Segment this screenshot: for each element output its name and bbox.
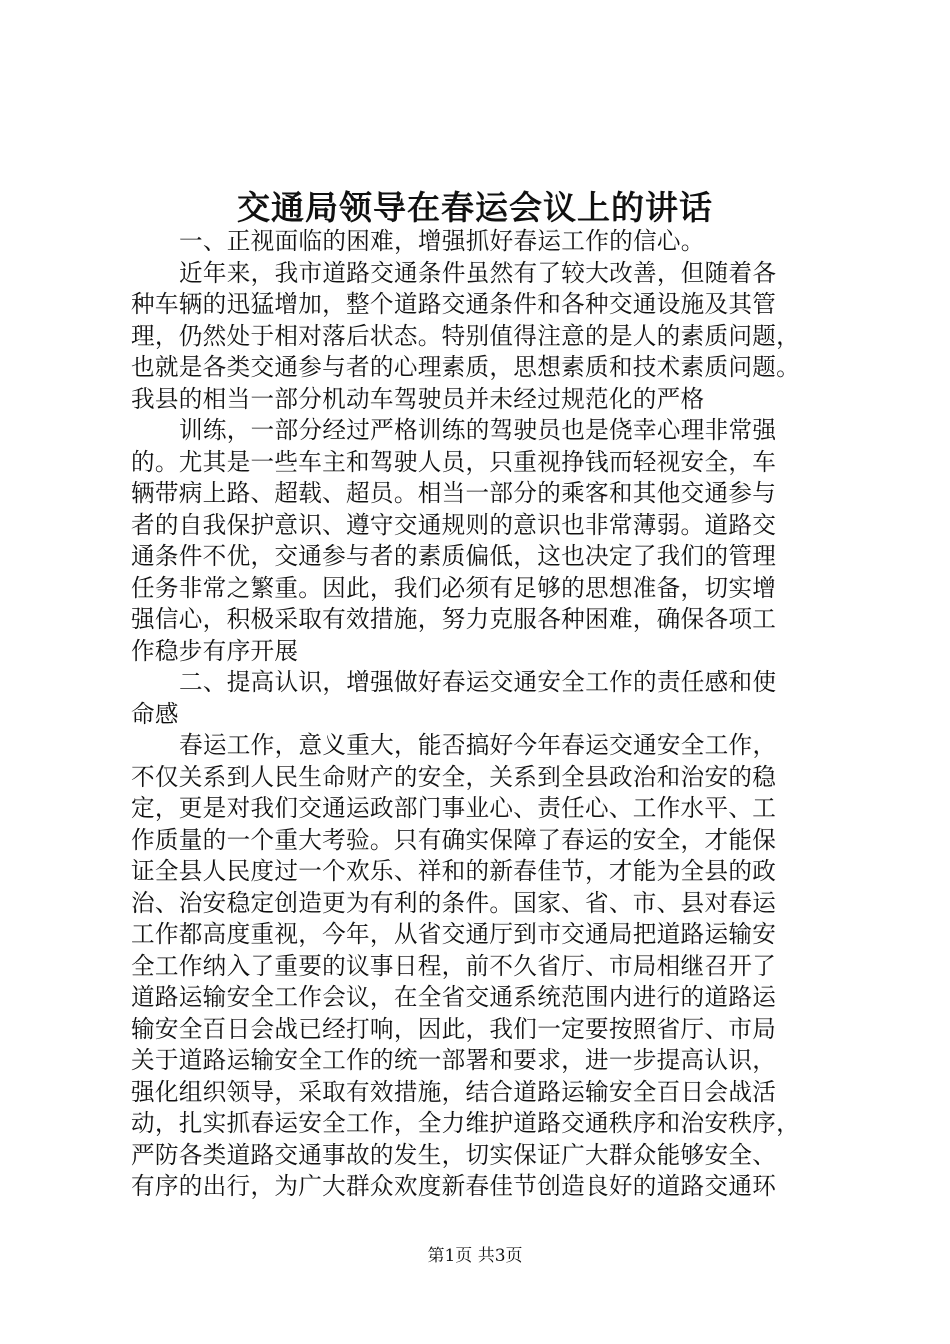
paragraph-line: 训练，一部分经过严格训练的驾驶员也是侥幸心理非常强 — [179, 416, 777, 444]
section-heading: 一、正视面临的困难，增强抓好春运工作的信心。 — [179, 227, 705, 255]
paragraph-line: 定，更是对我们交通运政部门事业心、责任心、工作水平、工 — [131, 794, 777, 822]
paragraph-line: 任务非常之繁重。因此，我们必须有足够的思想准备，切实增 — [131, 573, 777, 602]
paragraph-line: 不仅关系到人民生命财产的安全，关系到全县政治和治安的稳 — [131, 762, 777, 791]
paragraph-line: 理，仍然处于相对落后状态。特别值得注意的是人的素质问题， — [131, 321, 801, 350]
paragraph-line: 作稳步有序开展 — [131, 636, 299, 665]
paragraph-line: 春运工作，意义重大，能否搞好今年春运交通安全工作， — [179, 731, 777, 759]
paragraph-line: 工作都高度重视，今年，从省交通厅到市交通局把道路运输安 — [131, 920, 777, 948]
section-heading: 二、提高认识，增强做好春运交通安全工作的责任感和使 — [179, 668, 777, 696]
paragraph-line: 证全县人民度过一个欢乐、祥和的新春佳节，才能为全县的政 — [131, 857, 777, 885]
paragraph-line: 有序的出行，为广大群众欢度新春佳节创造良好的道路交通环 — [131, 1172, 777, 1200]
paragraph-line: 作质量的一个重大考验。只有确实保障了春运的安全，才能保 — [131, 825, 777, 854]
paragraph-line: 通条件不优，交通参与者的素质偏低，这也决定了我们的管理 — [131, 542, 777, 570]
paragraph-line: 也就是各类交通参与者的心理素质，思想素质和技术素质问题。 — [131, 353, 801, 381]
paragraph-line: 治、治安稳定创造更为有利的条件。国家、省、市、县对春运 — [131, 888, 777, 917]
paragraph-line: 道路运输安全工作会议，在全省交通系统范围内进行的道路运 — [131, 983, 777, 1011]
paragraph-line: 种车辆的迅猛增加，整个道路交通条件和各种交通设施及其管 — [131, 290, 777, 318]
paragraph-line: 者的自我保护意识、遵守交通规则的意识也非常薄弱。道路交 — [131, 510, 777, 539]
paragraph-line: 的。尤其是一些车主和驾驶人员，只重视挣钱而轻视安全，车 — [131, 447, 777, 476]
section-heading-continuation: 命感 — [131, 699, 179, 728]
document-body — [131, 226, 831, 1203]
paragraph-line: 严防各类道路交通事故的发生，切实保证广大群众能够安全、 — [131, 1140, 777, 1169]
paragraph-line: 强化组织领导，采取有效措施，结合道路运输安全百日会战活 — [131, 1077, 777, 1106]
paragraph-line: 辆带病上路、超载、超员。相当一部分的乘客和其他交通参与 — [131, 479, 777, 507]
paragraph-line: 近年来，我市道路交通条件虽然有了较大改善，但随着各 — [179, 258, 777, 287]
page-footer: 第1页 共3页 — [427, 1246, 523, 1266]
paragraph-line: 动，扎实抓春运安全工作，全力维护道路交通秩序和治安秩序， — [131, 1109, 801, 1137]
paragraph-line: 强信心，积极采取有效措施，努力克服各种困难，确保各项工 — [131, 605, 777, 633]
paragraph-line: 全工作纳入了重要的议事日程，前不久省厅、市局相继召开了 — [131, 951, 777, 980]
paragraph-line: 我县的相当一部分机动车驾驶员并未经过规范化的严格 — [131, 384, 705, 413]
document-title: 交通局领导在春运会议上的讲话 — [237, 188, 713, 227]
paragraph-line: 关于道路运输安全工作的统一部署和要求，进一步提高认识， — [131, 1046, 777, 1074]
paragraph-line: 输安全百日会战已经打响，因此，我们一定要按照省厅、市局 — [131, 1014, 777, 1043]
